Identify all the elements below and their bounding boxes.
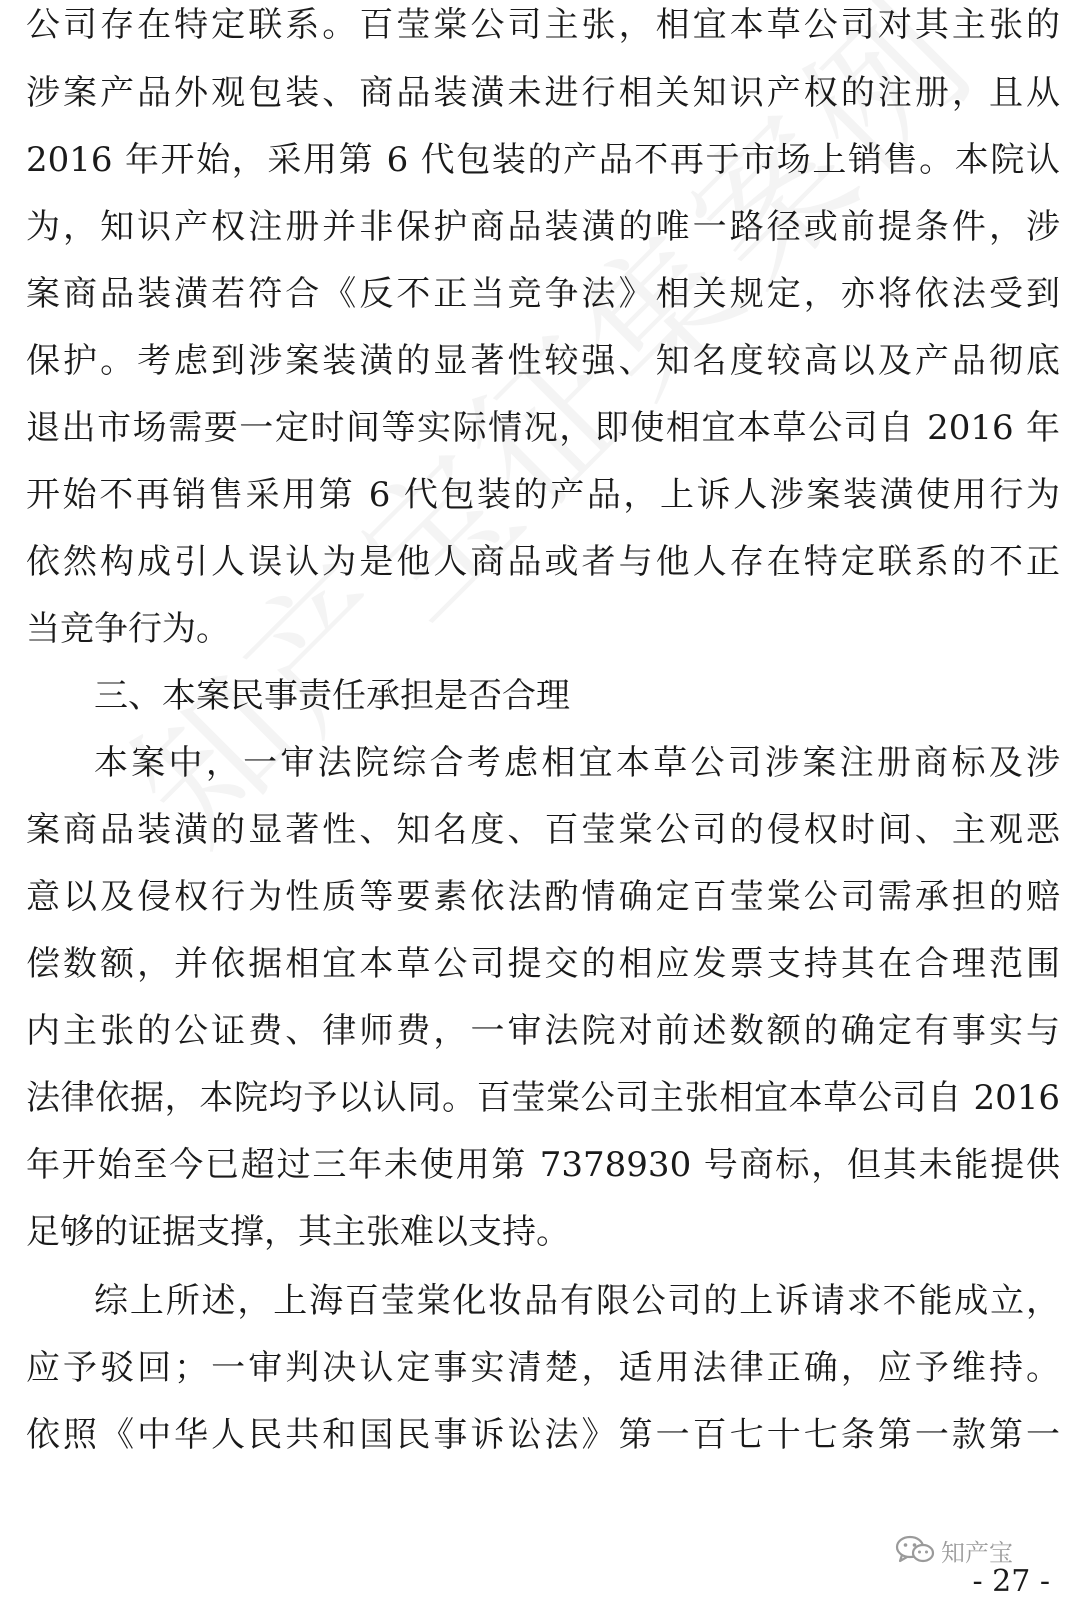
text-line-13: 案商品装潢的显著性、知名度、百莹棠公司的侵权时间、主观恶 [26,810,1060,850]
text-line-17: 法律依据，本院均予以认同。百莹棠公司主张相宜本草公司自 2016 [26,1078,1060,1118]
text-line-9: 依然构成引人误认为是他人商品或者与他人存在特定联系的不正 [26,542,1060,582]
text-line-12: 本案中，一审法院综合考虑相宜本草公司涉案注册商标及涉 [94,743,1060,783]
text-line-20: 综上所述，上海百莹棠化妆品有限公司的上诉请求不能成立， [94,1281,1060,1321]
wechat-icon [895,1534,935,1566]
text-line-19: 足够的证据支撑，其主张难以支持。 [26,1212,570,1252]
text-line-8: 开始不再销售采用第 6 代包装的产品，上诉人涉案装潢使用行为 [26,475,1060,515]
text-line-7: 退出市场需要一定时间等实际情况，即使相宜本草公司自 2016 年 [26,408,1060,448]
text-line-10: 当竞争行为。 [26,609,230,649]
text-line-18: 年开始至今已超过三年未使用第 7378930 号商标，但其未能提供 [26,1145,1060,1185]
text-line-1: 公司存在特定联系。百莹棠公司主张，相宜本草公司对其主张的 [26,5,1060,45]
text-line-6: 保护。考虑到涉案装潢的显著性较强、知名度较高以及产品彻底 [26,341,1060,381]
text-line-22: 依照《中华人民共和国民事诉讼法》第一百七十七条第一款第一 [26,1415,1060,1455]
wechat-account-badge [895,1532,1013,1568]
badge-text: 知产宝 [941,1538,1013,1567]
text-line-5: 案商品装潢若符合《反不正当竞争法》相关规定，亦将依法受到 [26,274,1060,314]
text-line-14: 意以及侵权行为性质等要素依法酌情确定百莹棠公司需承担的赔 [26,877,1060,917]
text-line-4: 为，知识产权注册并非保护商品装潢的唯一路径或前提条件，涉 [26,207,1060,247]
section-heading: 三、本案民事责任承担是否合理 [94,676,570,716]
text-line-16: 内主张的公证费、律师费，一审法院对前述数额的确定有事实与 [26,1011,1060,1051]
text-line-3: 2016 年开始，采用第 6 代包装的产品不再于市场上销售。本院认 [26,140,1060,180]
page-number: - 27 - [972,1564,1050,1599]
text-line-21: 应予驳回；一审判决认定事实清楚，适用法律正确，应予维持。 [26,1348,1060,1388]
text-line-2: 涉案产品外观包装、商品装潢未进行相关知识产权的注册，且从 [26,73,1060,113]
text-line-15: 偿数额，并依据相宜本草公司提交的相应发票支持其在合理范围 [26,944,1060,984]
